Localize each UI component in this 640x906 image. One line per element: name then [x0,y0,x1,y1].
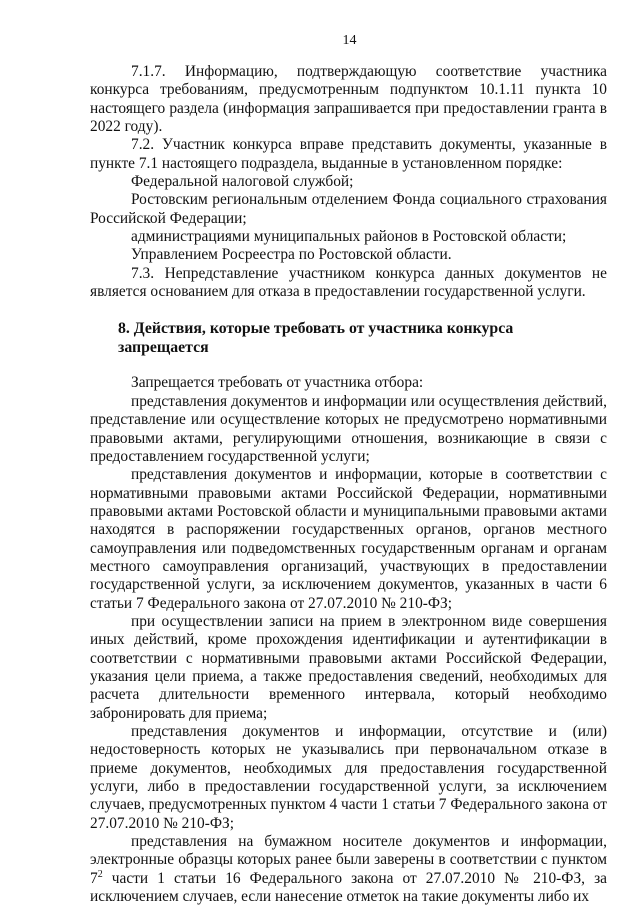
section-heading-8: 8. Действия, которые требовать от участника конкурса запрещается [118,320,514,357]
paragraph-7-1-7: 7.1.7. Информацию, подтверждающую соответствие участника конкурса требованиям, предусмотренным подпунктом 10.1.11 пункта 10 настоящего раздела (информация запрашивается при предоставлении гранта в 2022 году). [90,63,607,136]
paragraph-prohibited-intro: Запрещается требовать от участника отбора: [131,374,424,392]
list-item-rosreestr: Управлением Росреестра по Ростовской области. [131,246,452,264]
paragraph-prohibited-5-part2: части 1 статьи 16 Федерального закона от 27.07.2010 № 210-ФЗ, за исключением случаев, если нанесение отметок на такие документы либо их [90,869,607,906]
paragraph-prohibited-5-part1: представления на бумажном носителе документов и информации, электронные образцы которых ранее были заверены в соответствии с пунктом 7 [90,833,607,887]
page-number: 14 [342,33,357,48]
paragraph-prohibited-2: представления документов и информации, которые в соответствии с нормативными правовыми актами Российской Федерации, нормативными правовыми актами Ростовской области и муниципальными правовыми актами находятся в распоряжении государственных органов, органов местного самоуправления или подведомственных государственным органам и органам местного самоуправления организаций, участвующих в предоставлении государственной услуги, за исключением документов, указанных в части 6 статьи 7 Федерального закона от 27.07.2010 № 210-ФЗ; [90,466,607,612]
list-item-social-insurance-fund: Ростовским региональным отделением Фонда социального страхования Российской Федерации; [90,191,607,227]
paragraph-prohibited-1: представления документов и информации или осуществления действий, представление или осуществление которых не предусмотрено нормативными правовыми актами, регулирующими отношения, возникающие в связи с предоставлением государственной услуги; [90,392,607,465]
paragraph-prohibited-5 [90,833,607,906]
paragraph-7-3: 7.3. Непредставление участником конкурса данных документов не является основанием для отказа в предоставлении государственной услуги. [90,264,607,301]
superscript-2: 2 [97,868,103,880]
list-item-municipal-administrations: администрациями муниципальных районов в Ростовской области; [131,228,567,246]
paragraph-7-2: 7.2. Участник конкурса вправе представить документы, указанные в пункте 7.1 настоящего подраздела, выданные в установленном порядке: [90,136,607,172]
list-item-tax-service: Федеральной налоговой службой; [131,173,354,191]
paragraph-prohibited-4: представления документов и информации, отсутствие и (или) недостоверность которых не указывались при первоначальном отказе в приеме документов, необходимых для предоставления государственной услуги, либо в предоставлении государственной услуги, за исключением случаев, предусмотренных пунктом 4 части 1 статьи 7 Федерального закона от 27.07.2010 № 210-ФЗ; [90,723,607,832]
paragraph-prohibited-3: при осуществлении записи на прием в электронном виде совершения иных действий, кроме прохождения идентификации и аутентификации в соответствии с нормативными правовыми актами Российской Федерации, указания цели приема, а также предоставления сведений, необходимых для расчета длительности временного интервала, который необходимо забронировать для приема; [90,612,607,722]
